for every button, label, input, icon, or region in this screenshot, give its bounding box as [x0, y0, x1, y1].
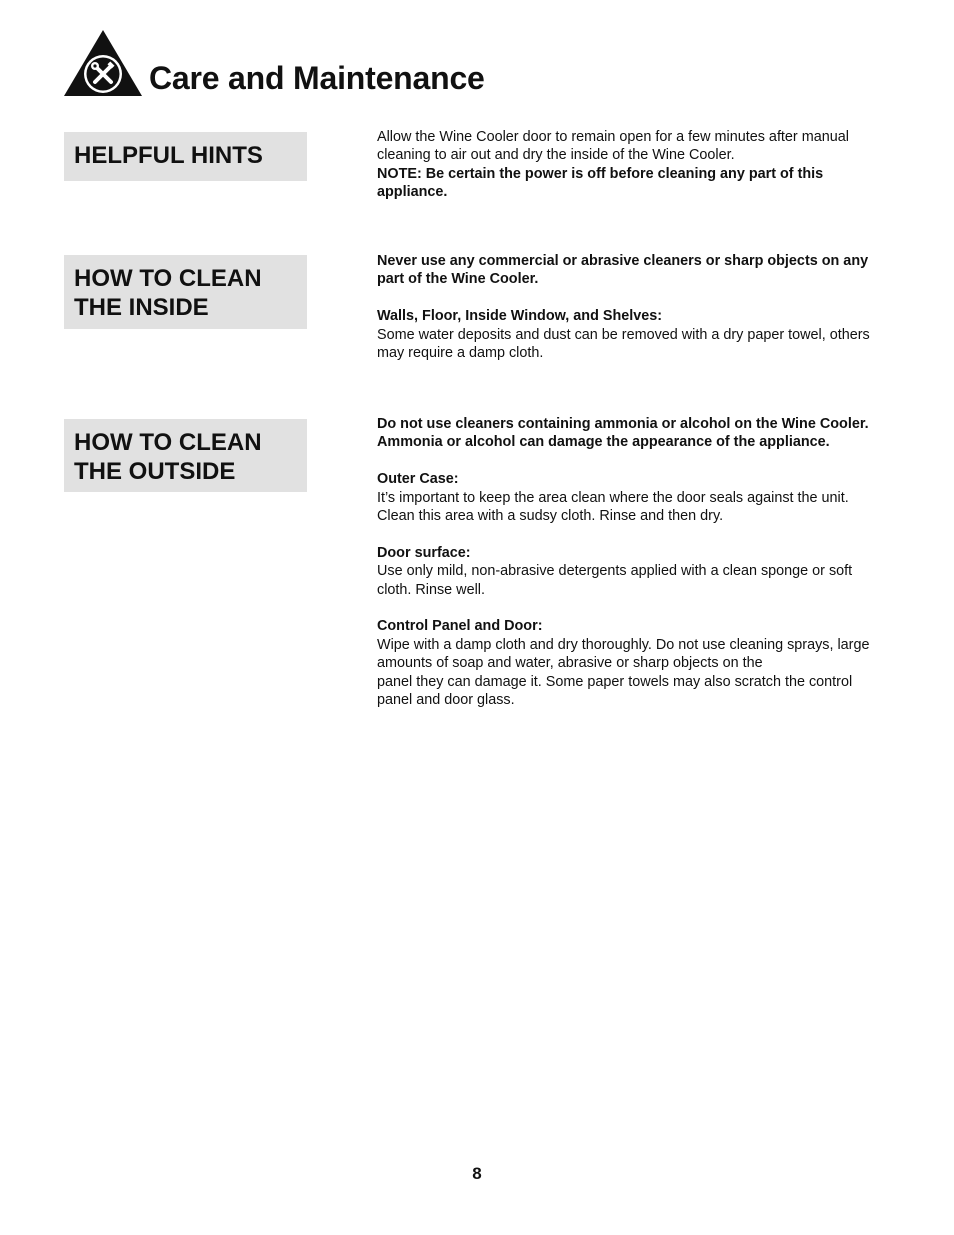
subsection-text-continued: panel they can damage it. Some paper towels may also scratch the control panel and door glass.	[377, 673, 853, 709]
section-heading-text: HOW TO CLEAN THE INSIDE	[74, 265, 262, 321]
section-heading-helpful-hints	[64, 132, 307, 181]
subsection-title: Outer Case:	[377, 471, 459, 488]
clean-outside-body	[377, 415, 889, 709]
section-heading-text: HOW TO CLEAN THE OUTSIDE	[74, 429, 262, 485]
subsection-text: Some water deposits and dust can be removed with a dry paper towel, others may require a damp cloth.	[377, 326, 870, 362]
note-paragraph: NOTE: Be certain the power is off before cleaning any part of this appliance.	[377, 165, 824, 201]
subsection-title: Door surface:	[377, 544, 471, 561]
section-heading-clean-outside	[64, 419, 307, 492]
warning-paragraph: Do not use cleaners containing ammonia or alcohol on the Wine Cooler. Ammonia or alcohol can damage the appearance of the appliance.	[377, 416, 869, 451]
section-heading-clean-inside	[64, 255, 307, 329]
warning-paragraph: Never use any commercial or abrasive cleaners or sharp objects on any part of the Wine Cooler.	[377, 253, 869, 288]
subsection-title: Control Panel and Door:	[377, 618, 543, 635]
tools-warning-icon	[62, 28, 144, 98]
page-number: 8	[472, 1164, 482, 1183]
page-title: Care and Maintenance	[149, 60, 485, 96]
page-header	[62, 28, 762, 100]
clean-inside-body	[377, 252, 889, 362]
subsection-text: It’s important to keep the area clean where the door seals against the unit. Clean this area with a sudsy cloth. Rinse and then dry.	[377, 489, 849, 525]
body-paragraph: Allow the Wine Cooler door to remain open for a few minutes after manual cleaning to air out and dry the inside of the Wine Cooler.	[377, 129, 849, 164]
helpful-hints-body	[377, 128, 889, 202]
section-heading-text: HELPFUL HINTS	[74, 142, 263, 169]
subsection-text: Wipe with a damp cloth and dry thoroughly. Do not use cleaning sprays, large amounts of soap and water, abrasive or sharp objects on the	[377, 636, 870, 672]
subsection-text: Use only mild, non-abrasive detergents applied with a clean sponge or soft cloth. Rinse well.	[377, 563, 853, 598]
subsection-title: Walls, Floor, Inside Window, and Shelves:	[377, 308, 663, 325]
